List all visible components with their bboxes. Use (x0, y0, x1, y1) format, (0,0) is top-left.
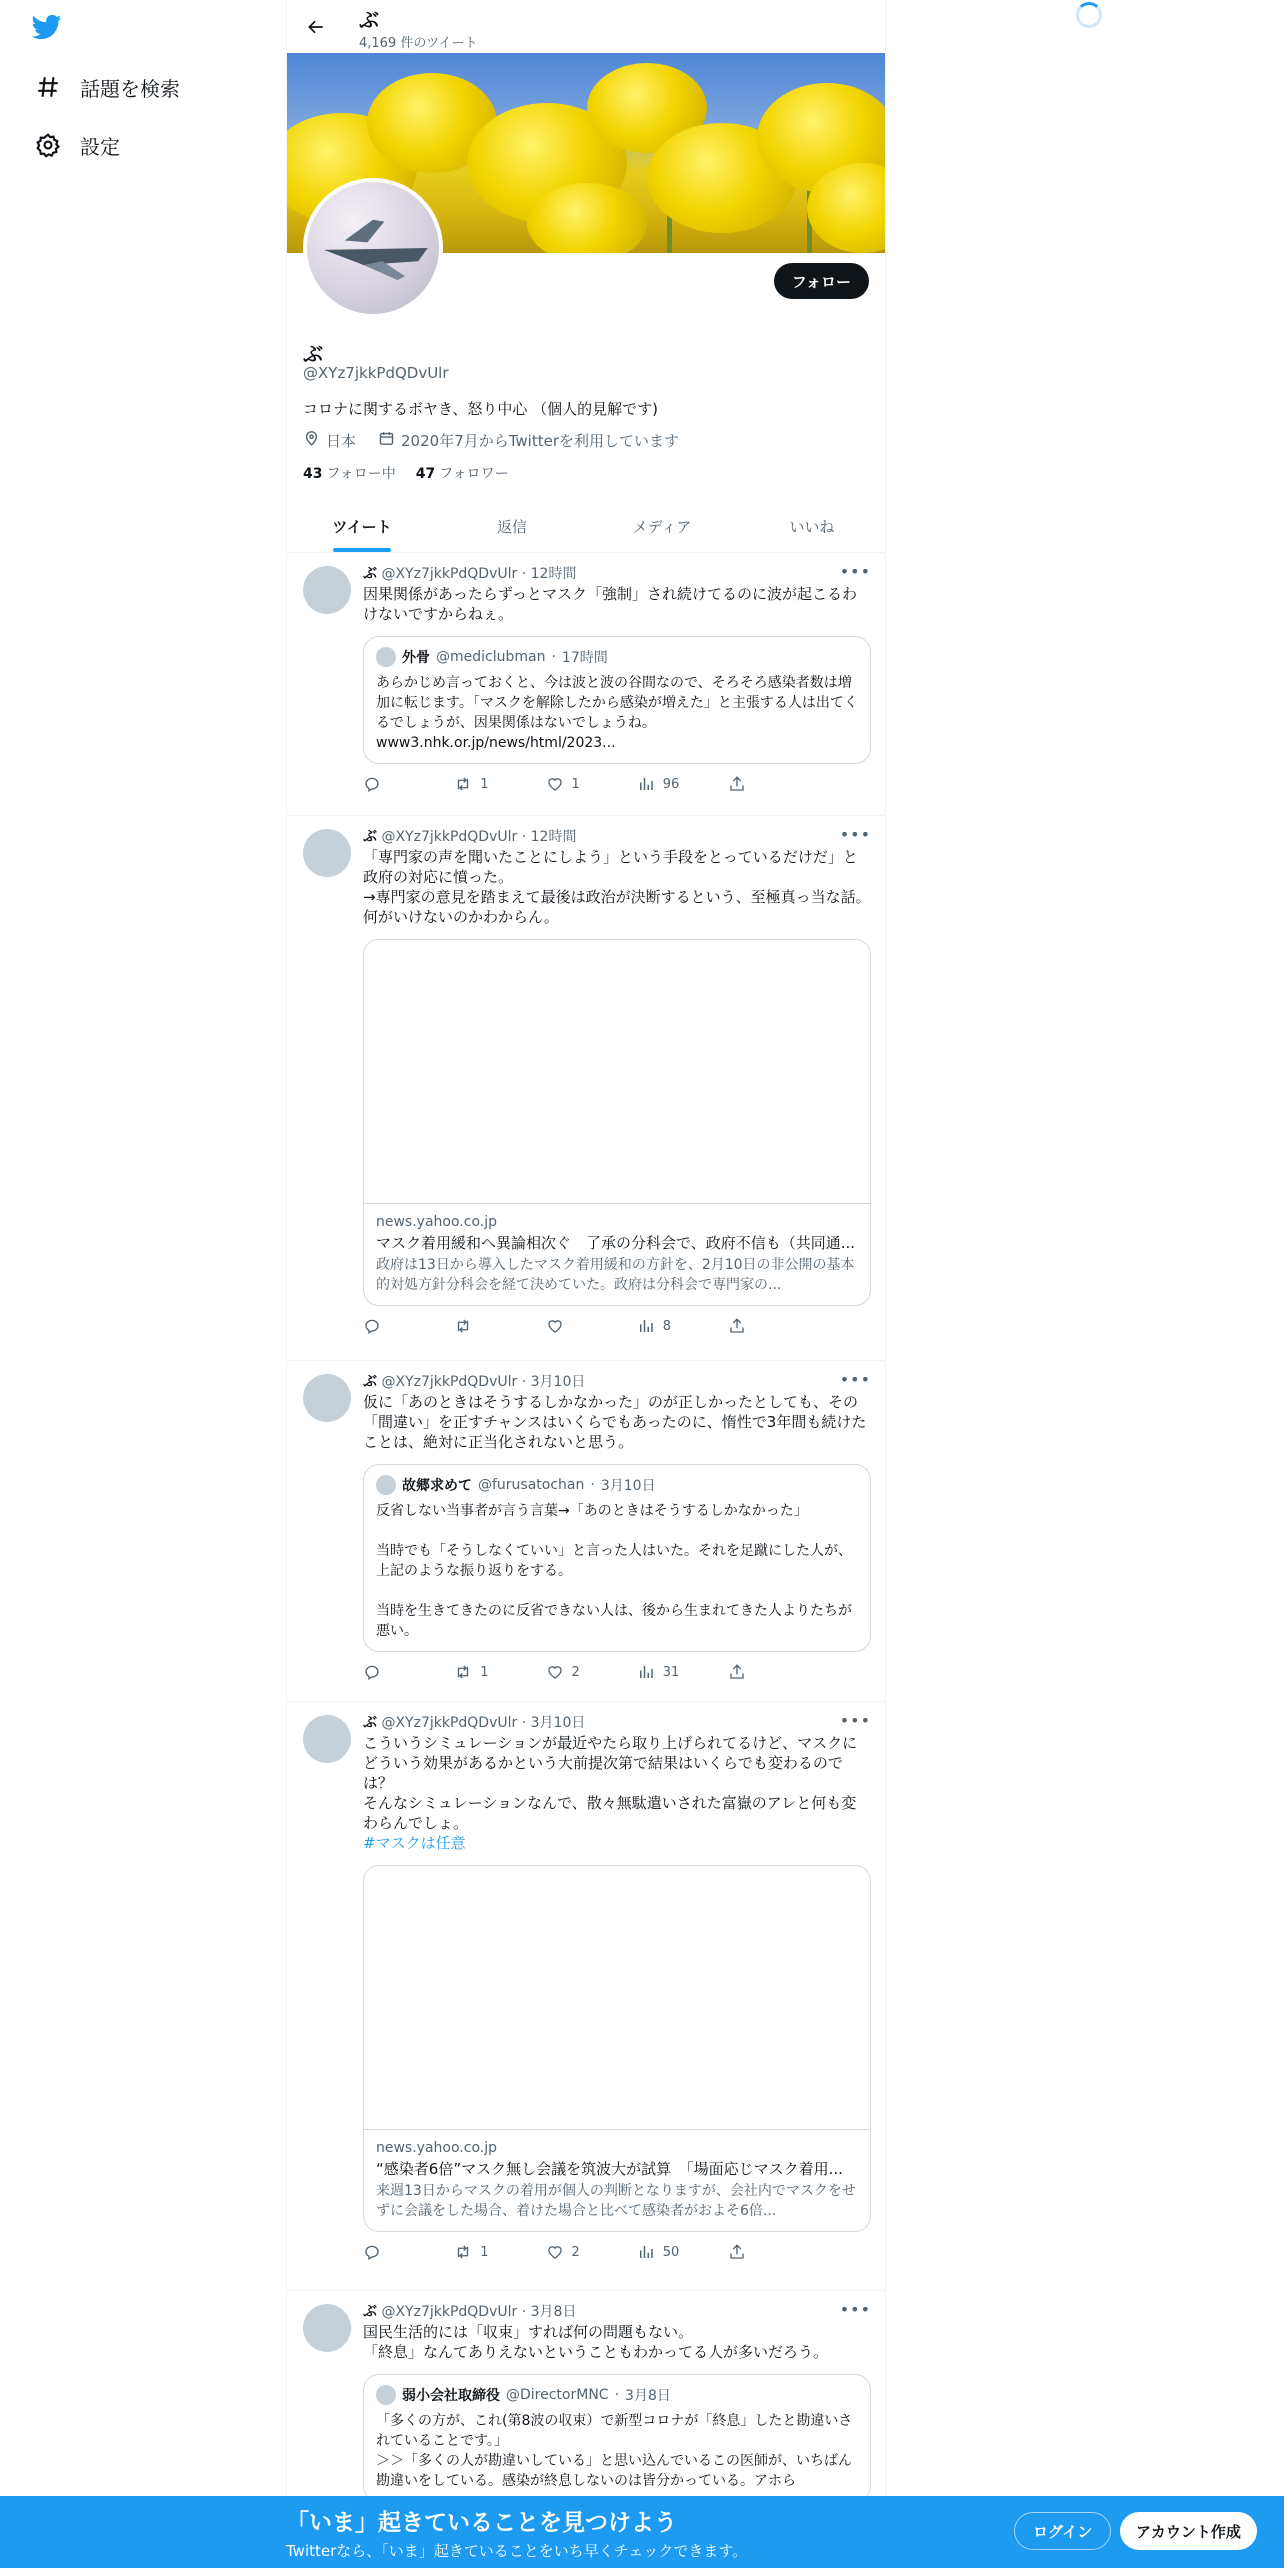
tab-media[interactable]: メディア (632, 517, 692, 536)
like-button[interactable]: 1 (546, 775, 606, 793)
tweet-actions (363, 2242, 788, 2262)
calendar-icon (378, 430, 395, 451)
more-icon[interactable]: ••• (839, 1711, 871, 1730)
followers-link[interactable]: 47 フォロワー (415, 466, 509, 482)
share-button[interactable] (728, 1317, 788, 1335)
profile-tabs (287, 500, 886, 553)
tweet[interactable] (287, 1362, 886, 1702)
retweet-icon (454, 775, 472, 793)
heart-icon (546, 775, 564, 793)
quoted-tweet[interactable]: 外骨 @mediclubman · 17時間 あらかじめ言っておくと、今は波と波の谷間なので、そろそろ感染者数は増加に転じます。「マスクを解除したから感染が増えた」と主張する人は出てくるでしょうが、因果関係はないでしょうね。 www3.nhk.or.jp/news/html/2023... (363, 636, 871, 764)
tweet-header: ぶ @XYz7jkkPdQDvUlr · 12時間 (363, 829, 577, 845)
heart-icon (546, 1663, 564, 1681)
reply-icon (363, 2243, 381, 2261)
avatar[interactable] (303, 1374, 351, 1422)
views-button[interactable]: 8 (637, 1317, 697, 1335)
like-button[interactable]: 2 (546, 1663, 606, 1681)
location-pin-icon (303, 430, 320, 451)
views-chart-icon (637, 2243, 655, 2261)
profile-stats (303, 463, 509, 483)
link-card-image (364, 1866, 870, 2130)
hashtag-icon (30, 69, 66, 105)
back-arrow-icon[interactable] (299, 10, 333, 44)
tab-replies[interactable]: 返信 (496, 517, 527, 536)
tweet-text: 「専門家の声を聞いたことにしよう」という手段をとっているだけだ」と政府の対応に憤った。 →専門家の意見を踏まえて最後は政治が決断するという、至極真っ当な話。何がいけないのかわからん。 (363, 848, 871, 926)
profile-location: 日本 (326, 432, 357, 450)
more-icon[interactable]: ••• (839, 2300, 871, 2319)
tweet[interactable] (287, 817, 886, 1361)
tweet-text: 国民生活的には「収束」すれば何の問題もない。 「終息」なんてありえないということもわかってる人が多いだろう。 (363, 2323, 829, 2361)
link-card-image (364, 940, 870, 1204)
reply-icon (363, 1663, 381, 1681)
tweet-header: ぶ @XYz7jkkPdQDvUlr · 3月10日 (363, 1715, 586, 1731)
heart-icon (546, 2243, 564, 2261)
share-icon (728, 1317, 746, 1335)
quoted-tweet[interactable]: 故郷求めて @furusatochan · 3月10日 反省しない当事者が言う言葉→「あのときはそうするしかなかった」 当時でも「そうしなくていい」と言った人はいた。それを足蹴にした人が、上記のような振り返りをする。 当時を生きてきたのに反省できない人は、後から生まれてきた人よりたちが悪い。 (363, 1464, 871, 1652)
views-chart-icon (637, 1663, 655, 1681)
retweet-button[interactable] (454, 1317, 514, 1335)
quoted-tweet-text: あらかじめ言っておくと、今は波と波の谷間なので、そろそろ感染者数は増加に転じます。「マスクを解除したから感染が増えた」と主張する人は出てくるでしょうが、因果関係はないでしょうね。 www3.nhk.or.jp/news/html/2023... (376, 675, 858, 751)
quoted-tweet-text: 「多くの方が、これ(第8波の収束）で新型コロナが「終息」したと勘違いされていることです。」 ＞＞「多くの人が勘違いしている」と思い込んでいるこの医師が、いちばん勘違いをしている。感染が終息しないのは皆分かっている。アホら (376, 2413, 853, 2489)
signup-button[interactable]: アカウント作成 (1120, 2512, 1257, 2550)
link-card[interactable] (363, 939, 871, 1306)
views-button[interactable]: 31 (637, 1663, 697, 1681)
twitter-logo-icon[interactable] (30, 12, 66, 44)
share-button[interactable] (728, 1663, 788, 1681)
profile-meta (303, 430, 679, 451)
tweet-text: 因果関係があったらずっとマスク「強制」され続けてるのに波が起こるわけないですからねぇ。 (363, 585, 857, 623)
profile-handle: @XYz7jkkPdQDvUlr (303, 364, 449, 382)
avatar (376, 647, 396, 667)
like-button[interactable] (546, 1317, 606, 1335)
gear-icon (30, 127, 66, 163)
retweet-button[interactable]: 1 (454, 775, 514, 793)
signup-banner (0, 2496, 1284, 2568)
tweet-text: こういうシミュレーションが最近やたら取り上げられてるけど、マスクにどういう効果があるかという大前提次第で結果はいくらでも変わるのでは？ そんなシミュレーションなんで、散々無駄遣いされた富嶽のアレと何も変わらんでしょ。 (363, 1734, 858, 1832)
avatar (376, 2385, 396, 2405)
nav-settings[interactable] (30, 120, 120, 170)
profile-avatar[interactable] (303, 178, 443, 318)
nav-explore-label: 話題を検索 (80, 76, 180, 101)
tweet-header: ぶ @XYz7jkkPdQDvUlr · 3月10日 (363, 1374, 586, 1390)
signup-banner-subtitle: Twitterなら、「いま」起きていることをいち早くチェックできます。 (286, 2542, 748, 2560)
topbar-name: ぶ (359, 8, 379, 32)
link-card[interactable] (363, 1865, 871, 2232)
tweet-text: 仮に「あのときはそうするしかなかった」のが正しかったとしても、その「間違い」を正すチャンスはいくらでもあったのに、惰性で3年間も続けたことは、絶対に正当化されないと思う。 (363, 1393, 867, 1451)
avatar[interactable] (303, 1715, 351, 1763)
link-card-title: “感染者6倍”マスク無し会議を筑波大が試算 「場面応じマスク着用... (376, 2160, 843, 2178)
tweet-header: ぶ @XYz7jkkPdQDvUlr · 12時間 (363, 566, 577, 582)
avatar[interactable] (303, 566, 351, 614)
reply-icon (363, 775, 381, 793)
signup-banner-title: 「いま」起きていることを見つけよう (286, 2510, 677, 2536)
quoted-tweet-text: 反省しない当事者が言う言葉→「あのときはそうするしかなかった」 当時でも「そうしなくていい」と言った人はいた。それを足蹴にした人が、上記のような振り返りをする。 当時を生きてきたのに反省できない人は、後から生まれてきた人よりたちが悪い。 (376, 1503, 852, 1639)
link-card-description: 来週13日からマスクの着用が個人の判断となりますが、会社内でマスクをせずに会議をした場合、着けた場合と比べて感染者がおよそ6倍... (376, 2183, 856, 2219)
retweet-icon (454, 1317, 472, 1335)
avatar[interactable] (303, 2304, 351, 2352)
views-chart-icon (637, 1317, 655, 1335)
link-card-title: マスク着用緩和へ異論相次ぐ 了承の分科会で、政府不信も（共同通... (376, 1234, 856, 1252)
tweet-actions (363, 1662, 788, 1682)
follow-button[interactable]: フォロー (774, 263, 869, 299)
reply-button[interactable] (363, 2243, 423, 2261)
share-icon (728, 775, 746, 793)
views-button[interactable]: 50 (637, 2243, 697, 2261)
main-column (286, 0, 886, 2568)
tweet[interactable] (287, 554, 886, 816)
nav-explore[interactable] (30, 62, 180, 112)
left-nav (0, 0, 286, 2568)
profile-joined: 2020年7月からTwitterを利用しています (401, 432, 680, 450)
reply-icon (363, 1317, 381, 1335)
tweet-actions (363, 774, 788, 794)
quoted-tweet[interactable]: 弱小会社取締役 @DirectorMNC · 3月8日 「多くの方が、これ(第8波の収束）で新型コロナが「終息」したと勘違いされていることです。」 ＞＞「多くの人が勘違いしている」と思い込んでいるこの医師が、いちばん勘違いをしている。感染が終息しないのは皆分かっている。アホら (363, 2374, 871, 2502)
loading-spinner-icon (1076, 2, 1102, 28)
retweet-button[interactable]: 1 (454, 1663, 514, 1681)
following-link[interactable]: 43 フォロー中 (303, 466, 396, 482)
heart-icon (546, 1317, 564, 1335)
more-icon[interactable]: ••• (839, 562, 871, 581)
retweet-icon (454, 1663, 472, 1681)
tweet-header: ぶ @XYz7jkkPdQDvUlr · 3月8日 (363, 2304, 577, 2320)
retweet-icon (454, 2243, 472, 2261)
avatar[interactable] (303, 829, 351, 877)
profile-topbar (287, 0, 886, 53)
login-button[interactable]: ログイン (1014, 2512, 1111, 2550)
link-card-description: 政府は13日から導入したマスク着用緩和の方針を、2月10日の非公開の基本的対処方針分科会を経て決めていた。政府は分科会で専門家の... (376, 1257, 855, 1293)
more-icon[interactable]: ••• (839, 1370, 871, 1389)
tab-likes[interactable]: いいね (789, 517, 835, 536)
reply-button[interactable] (363, 775, 423, 793)
reply-button[interactable] (363, 1663, 423, 1681)
nav-settings-label: 設定 (80, 134, 120, 159)
tab-tweets[interactable]: ツイート (287, 500, 437, 552)
profile-bio: コロナに関するボヤき、怒り中心 （個人的見解です) (303, 400, 659, 418)
link-card-domain: news.yahoo.co.jp (376, 2140, 497, 2156)
views-button[interactable]: 96 (637, 775, 697, 793)
share-button[interactable] (728, 775, 788, 793)
share-icon (728, 2243, 746, 2261)
more-icon[interactable]: ••• (839, 825, 871, 844)
tweet[interactable] (287, 1703, 886, 2291)
link-card-domain: news.yahoo.co.jp (376, 1214, 497, 1230)
retweet-button[interactable]: 1 (454, 2243, 514, 2261)
profile-name: ぶ (303, 342, 323, 366)
views-chart-icon (637, 775, 655, 793)
tweet-actions (363, 1316, 788, 1336)
reply-button[interactable] (363, 1317, 423, 1335)
like-button[interactable]: 2 (546, 2243, 606, 2261)
share-icon (728, 1663, 746, 1681)
share-button[interactable] (728, 2243, 788, 2261)
hashtag-link[interactable]: #マスクは任意 (363, 1834, 466, 1852)
avatar (376, 1475, 396, 1495)
tweet-count: 4,169 件のツイート (359, 36, 478, 51)
